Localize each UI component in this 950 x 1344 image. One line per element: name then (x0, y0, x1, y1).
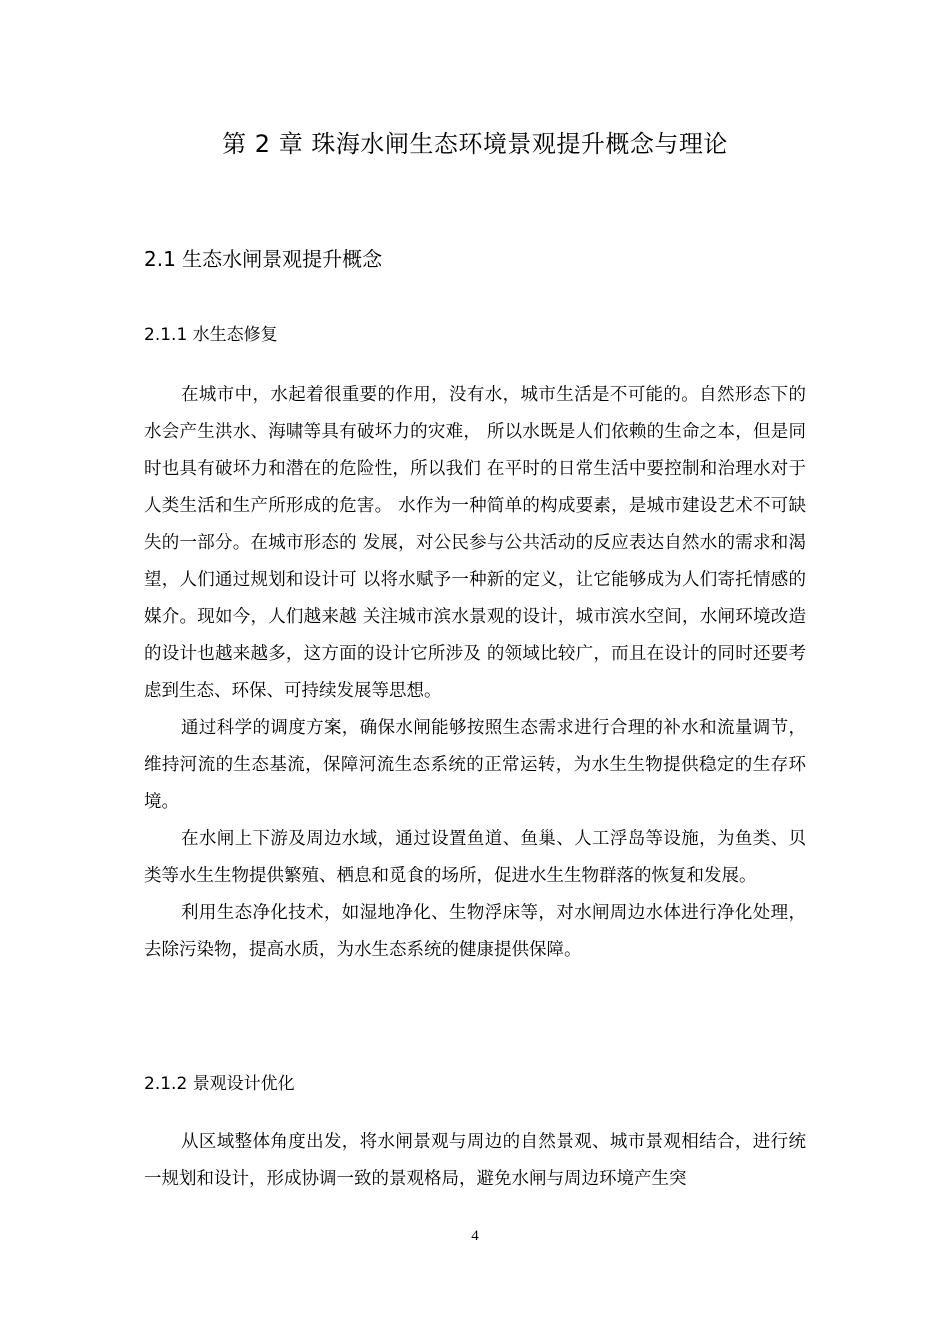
page-number: 4 (471, 1228, 479, 1244)
subsection-heading: 2.1.1 水生态修复 (144, 325, 278, 345)
paragraph: 在城市中，水起着很重要的作用，没有水，城市生活是不可能的。自然形态下的水会产生洪水、海啸等具有破坏力的灾难， 所以水既是人们依赖的生命之本，但是同时也具有破坏力和潜在的危险性，所以我们 在平时的日常生活中要控制和治理水对于人类生活和生产所形成的危害。 水作为一种简单的构成要素，是城市建设艺术不可缺失的一部分。在城市形态的 发展，对公民参与公共活动的反应表达自然水的需求和渴望，人们通过规划和设计可 以将水赋予一种新的定义，让它能够成为人们寄托情感的媒介。现如今，人们越来越 关注城市滨水景观的设计，城市滨水空间，水闸环境改造的设计也越来越多，这方面的设计它所涉及 的领域比较广，而且在设计的同时还要考虑到生态、环保、可持续发展等思想。 (144, 385, 806, 701)
subsection-body (144, 1124, 806, 1198)
subsection-body (144, 377, 806, 969)
section-heading: 2.1 生态水闸景观提升概念 (144, 247, 383, 271)
paragraph: 从区域整体角度出发，将水闸景观与周边的自然景观、城市景观相结合，进行统一规划和设计，形成协调一致的景观格局，避免水闸与周边环境产生突 (144, 1132, 806, 1189)
paragraph: 利用生态净化技术，如湿地净化、生物浮床等，对水闸周边水体进行净化处理，去除污染物，提高水质，为水生态系统的健康提供保障。 (144, 903, 806, 960)
chapter-title: 第 2 章 珠海水闸生态环境景观提升概念与理论 (222, 130, 728, 158)
paragraph: 在水闸上下游及周边水域，通过设置鱼道、鱼巢、人工浮岛等设施，为鱼类、贝类等水生生物提供繁殖、栖息和觅食的场所，促进水生生物群落的恢复和发展。 (144, 829, 806, 886)
subsection-heading: 2.1.2 景观设计优化 (144, 1074, 295, 1094)
paragraph: 通过科学的调度方案，确保水闸能够按照生态需求进行合理的补水和流量调节，维持河流的生态基流，保障河流生态系统的正常运转，为水生生物提供稳定的生存环境。 (144, 718, 806, 812)
